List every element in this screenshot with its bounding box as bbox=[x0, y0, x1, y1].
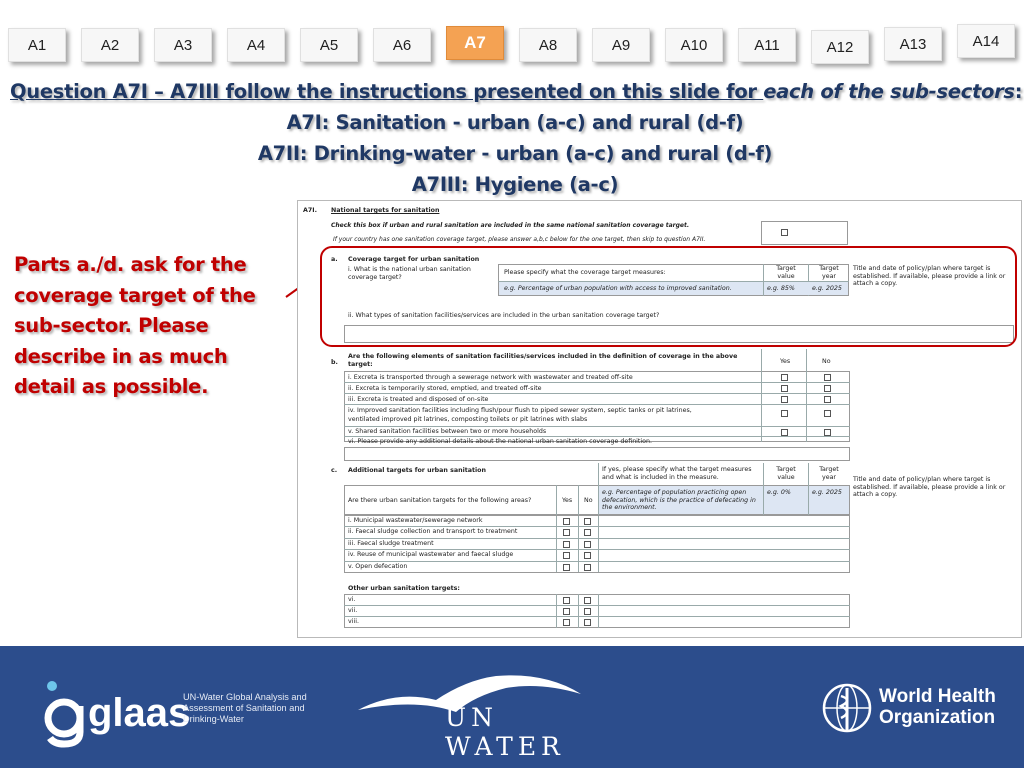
yes-checkbox[interactable] bbox=[781, 385, 788, 392]
divider bbox=[763, 463, 764, 515]
no-checkbox[interactable] bbox=[584, 619, 591, 626]
section-b-item: iv. Improved sanitation facilities including flush/pour flush to piped sewer system, septic tanks or pit latrines, bbox=[348, 407, 692, 414]
divider bbox=[344, 404, 850, 405]
yes-checkbox[interactable] bbox=[563, 597, 570, 604]
section-c-label: c. bbox=[331, 467, 338, 474]
divider bbox=[344, 616, 850, 617]
section-c-year-example: e.g. 2025 bbox=[812, 489, 842, 496]
no-checkbox[interactable] bbox=[584, 529, 591, 536]
section-c-target-value-header: Target value bbox=[776, 466, 796, 481]
no-checkbox[interactable] bbox=[824, 396, 831, 403]
divider bbox=[344, 526, 850, 527]
section-c-item: v. Open defecation bbox=[348, 563, 408, 570]
section-a-specify: Please specify what the coverage target measures: bbox=[504, 269, 666, 276]
slide-heading bbox=[10, 76, 1023, 200]
section-c-question: Are there urban sanitation targets for the following areas? bbox=[348, 497, 532, 504]
tab-a2[interactable]: A2 bbox=[81, 28, 139, 62]
form-title: National targets for sanitation bbox=[331, 207, 440, 214]
section-c-policy-header: Title and date of policy/plan where target is established. If available, please provide a link or attach a copy. bbox=[853, 476, 1006, 499]
tab-a12[interactable]: A12 bbox=[811, 30, 869, 64]
section-c-other-table bbox=[344, 594, 850, 628]
divider bbox=[344, 393, 850, 394]
heading-line-2: A7I: Sanitation - urban (a-c) and rural (d-f) bbox=[286, 111, 744, 134]
section-c-other-item: viii. bbox=[348, 618, 359, 625]
no-checkbox[interactable] bbox=[584, 541, 591, 548]
tab-a8[interactable]: A8 bbox=[519, 28, 577, 62]
divider bbox=[344, 605, 850, 606]
coverage-note: Parts a./d. ask for the coverage target of the sub-sector. Please describe in as much detail as possible. bbox=[14, 253, 256, 398]
section-c-item: ii. Faecal sludge collection and transport to treatment bbox=[348, 528, 518, 535]
no-checkbox[interactable] bbox=[584, 597, 591, 604]
no-checkbox[interactable] bbox=[584, 552, 591, 559]
question-tabs bbox=[8, 24, 1024, 64]
section-c-title: Additional targets for urban sanitation bbox=[348, 467, 486, 474]
divider bbox=[578, 594, 579, 628]
form-check-instruction: Check this box if urban and rural sanitation are included in the same national sanitation coverage target. bbox=[331, 222, 690, 229]
yes-checkbox[interactable] bbox=[563, 608, 570, 615]
section-b-item: iii. Excreta is treated and disposed of on-site bbox=[348, 396, 489, 403]
yes-checkbox[interactable] bbox=[563, 529, 570, 536]
section-a-example: e.g. Percentage of urban population with access to improved sanitation. bbox=[504, 285, 732, 292]
tab-a10[interactable]: A10 bbox=[665, 28, 723, 62]
glaas-logo-icon bbox=[44, 676, 191, 746]
who-emblem-icon bbox=[821, 682, 873, 734]
yes-checkbox[interactable] bbox=[563, 619, 570, 626]
section-b-item: ii. Excreta is temporarily stored, emptied, and treated off-site bbox=[348, 385, 542, 392]
section-a-policy-header: Title and date of policy/plan where target is established. If available, please provide a link or attach a copy. bbox=[853, 265, 1006, 288]
form-code: A7I. bbox=[303, 207, 317, 214]
check-box-cell bbox=[761, 221, 848, 245]
section-a-question-i: i. What is the national urban sanitation coverage target? bbox=[348, 266, 471, 281]
glaas-description: UN-Water Global Analysis and Assessment of Sanitation and Drinking-Water bbox=[183, 692, 307, 724]
no-checkbox[interactable] bbox=[824, 429, 831, 436]
form-check-note: If your country has one sanitation coverage target, please answer a,b,c below for the one target, then skip to question A7II. bbox=[333, 236, 706, 243]
section-c-other-item: vii. bbox=[348, 607, 358, 614]
no-checkbox[interactable] bbox=[584, 564, 591, 571]
yes-checkbox[interactable] bbox=[781, 410, 788, 417]
heading-line-4: A7III: Hygiene (a-c) bbox=[411, 173, 619, 196]
heading-line-1-emphasis: each of the sub-sectors bbox=[763, 80, 1015, 103]
section-c-example: e.g. Percentage of population practicing open defecation, which is the practice of defecating in the environment. bbox=[602, 489, 756, 512]
section-b-item: i. Excreta is transported through a sewerage network with wastewater and treated off-site bbox=[348, 374, 633, 381]
yes-checkbox[interactable] bbox=[563, 518, 570, 525]
combined-target-checkbox[interactable] bbox=[781, 229, 788, 236]
coverage-target-highlight bbox=[320, 246, 1017, 347]
section-c-value-example: e.g. 0% bbox=[767, 489, 791, 496]
divider bbox=[344, 382, 850, 383]
heading-line-1-prefix: Question A7I – A7III follow the instructions presented on this slide for bbox=[10, 80, 764, 103]
no-checkbox[interactable] bbox=[584, 608, 591, 615]
divider bbox=[344, 549, 850, 550]
section-b-item: v. Shared sanitation facilities between two or more households bbox=[348, 428, 547, 435]
section-b-no: No bbox=[822, 358, 831, 365]
yes-checkbox[interactable] bbox=[781, 374, 788, 381]
section-c-item: iv. Reuse of municipal wastewater and faecal sludge bbox=[348, 551, 514, 558]
section-a-title: Coverage target for urban sanitation bbox=[348, 256, 480, 263]
section-c-yes: Yes bbox=[562, 497, 573, 504]
tab-a6[interactable]: A6 bbox=[373, 28, 431, 62]
divider bbox=[344, 561, 850, 562]
divider bbox=[806, 349, 807, 442]
yes-checkbox[interactable] bbox=[563, 564, 570, 571]
section-c-target-year-header: Target year bbox=[819, 466, 839, 481]
heading-line-1-suffix: : bbox=[1014, 80, 1023, 103]
divider bbox=[761, 349, 762, 442]
heading-line-1 bbox=[10, 76, 1023, 107]
no-checkbox[interactable] bbox=[824, 385, 831, 392]
section-b-item: vi. Please provide any additional details about the national urban sanitation coverage definition. bbox=[348, 438, 652, 445]
tab-a3[interactable]: A3 bbox=[154, 28, 212, 62]
heading-line-3: A7II: Drinking-water - urban (a-c) and rural (d-f) bbox=[257, 142, 773, 165]
section-c-specify: If yes, please specify what the target measures and what is included in the measure. bbox=[602, 466, 752, 481]
tab-a4[interactable]: A4 bbox=[227, 28, 285, 62]
section-b-title: Are the following elements of sanitation facilities/services included in the definition of coverage in the above target: bbox=[348, 353, 738, 368]
tab-a11[interactable]: A11 bbox=[738, 28, 796, 62]
section-c-no: No bbox=[584, 497, 593, 504]
section-b-label: b. bbox=[331, 359, 338, 366]
tab-a1[interactable]: A1 bbox=[8, 28, 66, 62]
section-a-target-year-header: Target year bbox=[819, 265, 839, 280]
divider bbox=[344, 426, 850, 427]
section-b-detail-field[interactable] bbox=[344, 447, 850, 461]
tab-a9[interactable]: A9 bbox=[592, 28, 650, 62]
yes-checkbox[interactable] bbox=[781, 396, 788, 403]
yes-checkbox[interactable] bbox=[563, 541, 570, 548]
section-b-yes: Yes bbox=[780, 358, 791, 365]
no-checkbox[interactable] bbox=[824, 410, 831, 417]
section-a-target-value-header: Target value bbox=[776, 265, 796, 280]
section-c-other-title: Other urban sanitation targets: bbox=[348, 585, 460, 592]
section-c-other-item: vi. bbox=[348, 596, 356, 603]
glaas-wordmark: glaas bbox=[88, 691, 191, 735]
no-checkbox[interactable] bbox=[584, 518, 591, 525]
tab-a14[interactable]: A14 bbox=[957, 24, 1015, 58]
tab-a5[interactable]: A5 bbox=[300, 28, 358, 62]
section-c-item: i. Municipal wastewater/sewerage network bbox=[348, 517, 483, 524]
divider bbox=[556, 594, 557, 628]
section-a-value-example: e.g. 85% bbox=[767, 285, 795, 292]
yes-checkbox[interactable] bbox=[563, 552, 570, 559]
divider bbox=[598, 594, 599, 628]
section-a-label: a. bbox=[331, 256, 338, 263]
un-water-wordmark: UN WATER bbox=[445, 703, 565, 761]
section-a-year-example: e.g. 2025 bbox=[812, 285, 842, 292]
section-b-item: ventilated improved pit latrines, composting toilets or pit latrines with slabs bbox=[348, 416, 588, 423]
who-wordmark: World Health Organization bbox=[879, 686, 996, 728]
tab-a7[interactable]: A7 bbox=[446, 26, 504, 60]
divider bbox=[344, 538, 850, 539]
divider bbox=[808, 463, 809, 515]
divider bbox=[344, 436, 850, 437]
section-c-item: iii. Faecal sludge treatment bbox=[348, 540, 434, 547]
tab-a13[interactable]: A13 bbox=[884, 27, 942, 61]
no-checkbox[interactable] bbox=[824, 374, 831, 381]
yes-checkbox[interactable] bbox=[781, 429, 788, 436]
section-a-question-ii: ii. What types of sanitation facilities/services are included in the urban sanitation coverage target? bbox=[348, 312, 660, 319]
